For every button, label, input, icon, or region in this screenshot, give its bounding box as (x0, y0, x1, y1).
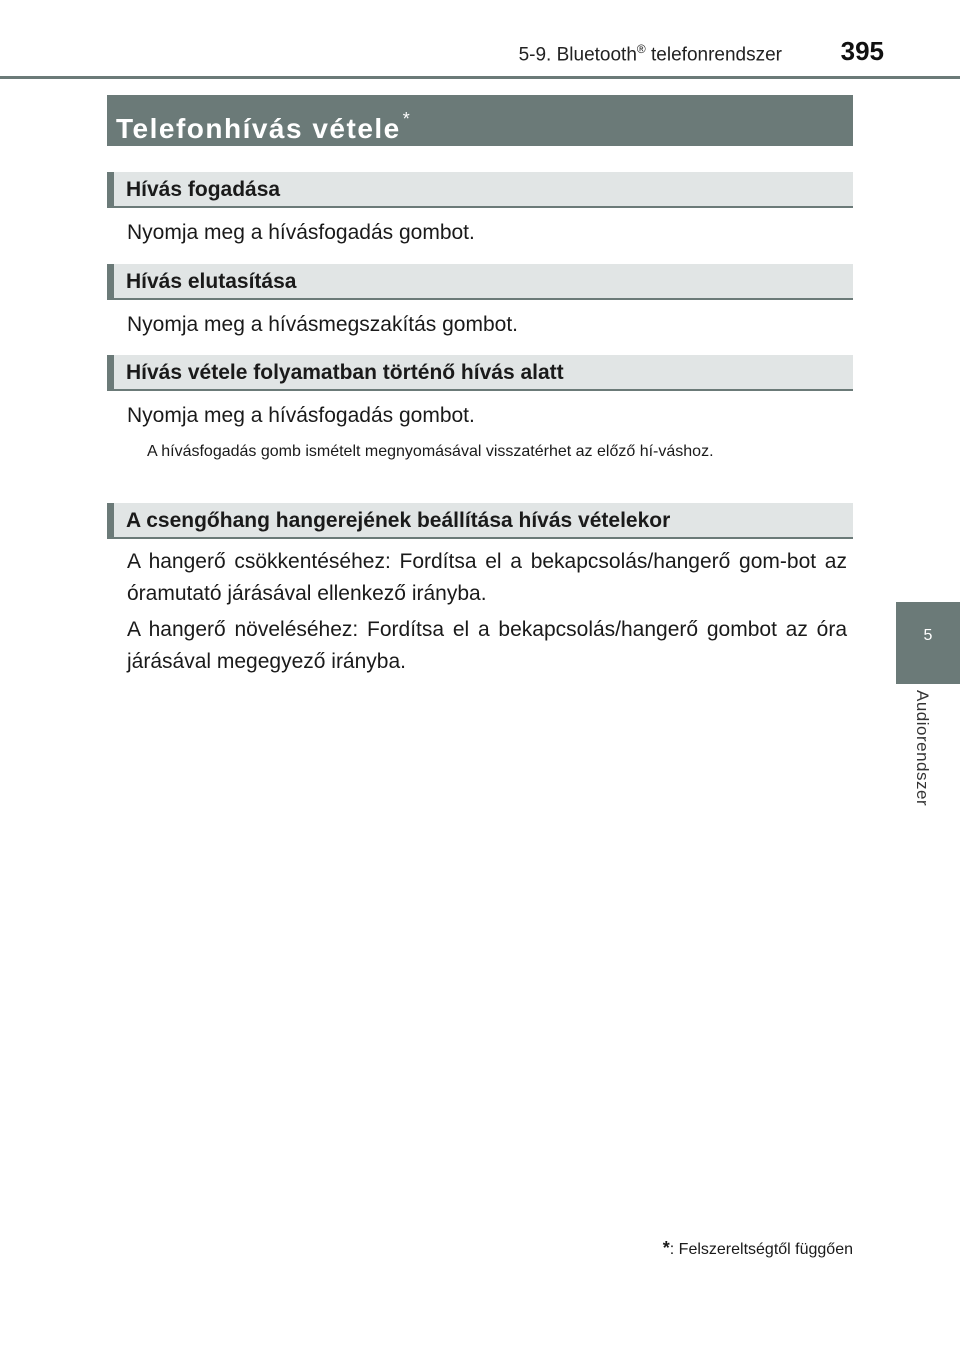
section-body: A hangerő csökkentéséhez: Fordítsa el a bekapcsolás/hangerő gom-bot az óramutató járásával ellenkező irányba. (127, 550, 847, 605)
section-body: Nyomja meg a hívásfogadás gombot. (127, 404, 475, 427)
chapter-label: Audiorendszer (913, 690, 932, 807)
chapter-tab: 5 (896, 602, 960, 684)
page-number: 395 (840, 36, 884, 66)
section-heading: Hívás fogadása (107, 172, 853, 208)
section-heading: Hívás elutasítása (107, 264, 853, 300)
header-rule (0, 76, 960, 79)
section-title: 5-9. Bluetooth® telefonrendszer (518, 42, 782, 66)
asterisk-icon: * (662, 1238, 670, 1258)
section-body: Nyomja meg a hívásmegszakítás gombot. (127, 313, 519, 336)
section-heading: Hívás vétele folyamatban történő hívás alatt (107, 355, 853, 391)
page-title: Telefonhívás vétele * (107, 95, 853, 146)
section-note: A hívásfogadás gomb ismételt megnyomásával visszatérhet az előző hí-váshoz. (147, 443, 714, 460)
section-body: Nyomja meg a hívásfogadás gombot. (127, 221, 475, 244)
section-heading: A csengőhang hangerejének beállítása hívás vételekor (107, 503, 853, 539)
footnote: *: Felszereltségtől függően (662, 1238, 853, 1258)
asterisk-icon: * (402, 109, 412, 129)
section-body: A hangerő növeléséhez: Fordítsa el a bekapcsolás/hangerő gombot az óra járásával megegyező irányba. (127, 618, 847, 673)
